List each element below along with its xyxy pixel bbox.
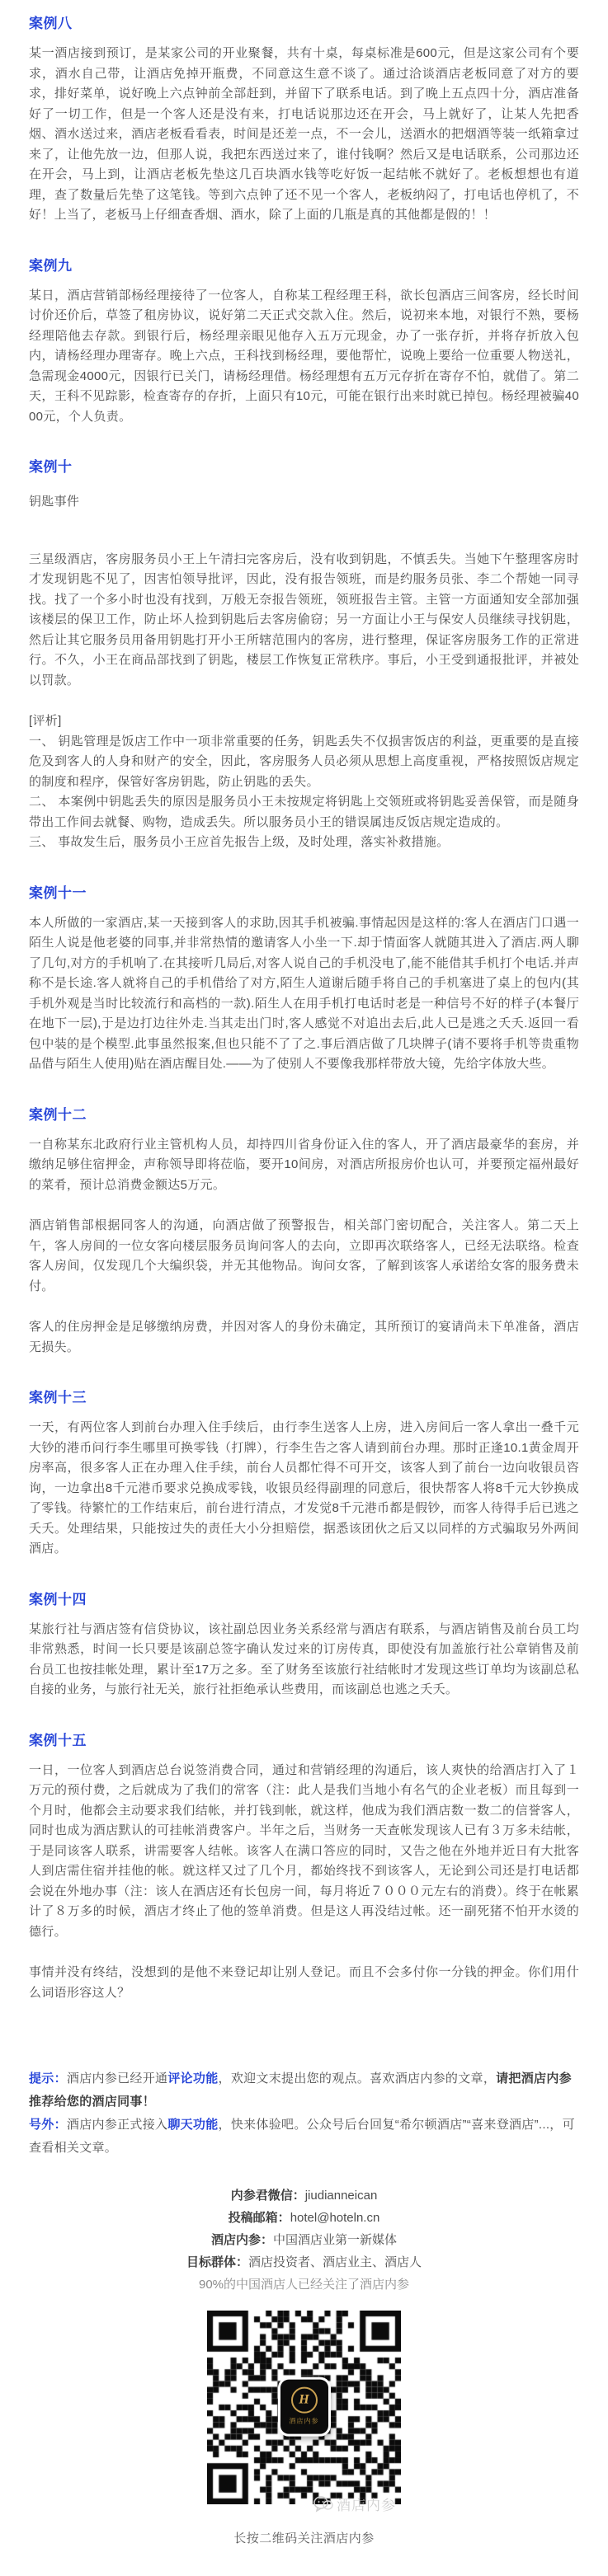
footer-tagline: 90%的中国酒店人已经关注了酒店内参 bbox=[198, 2278, 410, 2292]
case-8-heading: 案例八 bbox=[29, 16, 73, 31]
footer-line-brand bbox=[29, 2229, 579, 2251]
wechat-watermark-icon bbox=[313, 2496, 333, 2513]
tip-comment-line bbox=[29, 2067, 579, 2114]
extra-label: 号外： bbox=[29, 2118, 67, 2132]
footer-label: 内参君微信： bbox=[230, 2189, 305, 2203]
analysis-item-1: 一、 钥匙管理是饭店工作中一项非常重要的任务，钥匙丢失不仅损害饭店的利益，更重要的是直接危及到客人的人身和财产的安全，因此，客房服务人员必须从思想上高度重视，严格按照饭店规定的制度和程序，保管好客房钥匙，防止钥匙的丢失。 bbox=[29, 734, 579, 789]
tip-pre-text: 酒店内参已经开通 bbox=[66, 2072, 168, 2086]
qr-center-logo bbox=[280, 2379, 328, 2433]
notice-block bbox=[29, 2067, 579, 2160]
analysis-title: [评析] bbox=[29, 714, 62, 728]
case-9-heading: 案例九 bbox=[29, 257, 73, 274]
case-10-analysis bbox=[29, 711, 579, 853]
watermark bbox=[313, 2494, 396, 2514]
case-13-body: 一天，有两位客人到前台办理入住手续后，由行李生送客人上房，进入房间后一客人拿出一叠千元大钞的港币问行李生哪里可换零钱（打牌），行李生告之客人请到前台办理。那时正逢10.1黄金周开房率高，很多客人正在办理入住手续，前台人员都忙得不可开交，该客人到了前台一边向收银员咨询，一边拿出8千元港币要求兑换成零钱，收银员经得副理的同意后，很快帮客人将8千元大钞换成了零钱。待繁忙的工作结束后，前台进行清点，才发觉8千元港币都是假钞，而客人待得手后已逃之夭夭。处理结果，只能按过失的责任大小分担赔偿，据悉该团伙之后又以同样的方式骗取另外两间酒店。 bbox=[29, 1420, 579, 1555]
case-12-body-1: 一自称某东北政府行业主管机构人员，却持四川省身份证入住的客人，开了酒店最豪华的套房，并缴纳足够住宿押金，声称领导即将莅临，要开10间房，对酒店所报房价也认可，并要预定福州最好的菜肴，预计总消费金额达5万元。 bbox=[29, 1137, 579, 1192]
brand-monogram: H bbox=[299, 2392, 309, 2407]
comment-feature-link[interactable]: 评论功能 bbox=[167, 2072, 219, 2086]
footer-label: 目标群体： bbox=[186, 2255, 248, 2269]
case-12-body-2: 酒店销售部根据同客人的沟通，向酒店做了预警报告，相关部门密切配合，关注客人。第二天上午，客人房间的一位女客向楼层服务员询问客人的去向，立即再次联络客人，已经无法联络。检查客人房间，仅发现几个大编织袋，并无其他物品。询问女客，了解到该客人承诺给女客的服务费未付。 bbox=[29, 1218, 579, 1293]
tip-mid-text: ，欢迎文末提出您的观点。喜欢酒店内参的文章， bbox=[218, 2072, 497, 2086]
extra-chat-line bbox=[29, 2114, 579, 2160]
tip-bold-text: 请把酒店内参推荐给您的酒店同事！ bbox=[29, 2072, 572, 2109]
qr-code bbox=[207, 2311, 401, 2513]
footer-info bbox=[29, 2184, 579, 2296]
footer-value: 酒店投资者、酒店业主、酒店人 bbox=[248, 2255, 422, 2269]
case-15-heading: 案例十五 bbox=[29, 1732, 87, 1748]
extra-pre-text: 酒店内参正式接入 bbox=[66, 2118, 168, 2132]
case-8-body: 某一酒店接到预订，是某家公司的开业聚餐，共有十桌，每桌标准是600元，但是这家公司有个要求，酒水自己带，让酒店免掉开瓶费，不同意这生意不谈了。通过洽谈酒店老板同意了对方的要求，排好菜单，说好晚上六点钟前全部赶到，并留下了联系电话。到了晚上五点四十分，酒店准备好了一切工作，但是一个客人还是没有来，打电话说那边还在开会，马上就好了，让某人先把香烟、酒水送过来，酒店老板看看表，时间是还差一点，不一会儿，送酒水的把烟酒等装一纸箱拿过来了，让他先放一边，但那人说，我把东西送过来了，谁付钱啊？然后又是电话联系，公司那边还在开会，马上到，让酒店老板先垫这几百块酒水钱等吃好饭一起结帐不就好了。老板想想也有道理，查了数量后先垫了这笔钱。等到六点钟了还不见一个客人，老板纳闷了，打电话也停机了，不好！上当了，老板马上仔细查香烟、酒水，除了上面的几瓶是真的其他都是假的！！ bbox=[29, 46, 579, 222]
case-13-heading: 案例十三 bbox=[29, 1390, 87, 1405]
tip-label: 提示： bbox=[29, 2072, 67, 2086]
case-12-heading: 案例十二 bbox=[29, 1106, 87, 1123]
analysis-item-2: 二、 本案例中钥匙丢失的原因是服务员小王未按规定将钥匙上交领班或将钥匙妥善保管，而是随身带出工作间去就餐、购物，造成丢失。所以服务员小王的错误属违反饭店规定造成的。 bbox=[29, 795, 579, 829]
footer-value: jiudianneican bbox=[304, 2189, 378, 2203]
footer-line-audience bbox=[29, 2251, 579, 2273]
case-15-body: 一日，一位客人到酒店总台说签消费合同，通过和营销经理的沟通后，该人爽快的给酒店打入了１万元的预付费，之后就成为了我们的常客（注：此人是我们当地小有名气的企业老板）而且每到一个月时，他都会主动要求我们结帐，并打钱到帐，就这样，他成为我们酒店数一数二的信誉客人，同时也成为酒店默认的可挂帐消费客户。半年之后，当财务一天查帐发现该人已有３万多未结帐，于是同该客人联系，讲需要客人结帐。该客人在满口答应的同时，又告之他在外地并近日有大批客人到店需住宿并挂他的帐。就这样又过了几个月，都始终找不到该客人，无论到公司还是打电话都会说在外地办事（注：该人在酒店还有长包房一间，每月将近７０００元左右的消费）。终于在帐累计了８万多的时候，酒店才终止了他的签单消费。但是这人再没结过帐。还一副死猪不怕开水烫的德行。 bbox=[29, 1762, 579, 1939]
footer-line-wechat bbox=[29, 2184, 579, 2207]
footer-label: 酒店内参： bbox=[210, 2233, 273, 2247]
qr-logo-text: 酒店内参 bbox=[289, 2417, 319, 2425]
case-11-body: 本人所做的一家酒店,某一天接到客人的求助,因其手机被骗.事情起因是这样的:客人在酒店门口遇一陌生人说是他老婆的同事,并非常热情的邀请客人小坐一下.却于情面客人就随其进入了酒店.两人聊了几句,对方的手机响了.在其接听几局后,对客人说自己的手机没电了,能不能借其手机打个电话.并声称不是长途.客人就将自己的手机借给了对方,陌生人道谢后随手将自己的手机塞进了桌上的包内(其手机外观是当时比较流行和高档的一款).陌生人在用手机打电话时老是一种信号不好的样子(本餐厅在地下一层),于是边打边往外走.当其走出门时,客人感觉不对追出去后,此人已是逃之夭夭.返回一看包中装的是个模型.此事虽然报案,但也只能不了了之.事后酒店做了几块牌子(请不要将手机等贵重物品借与陌生人使用)贴在酒店醒目处.——为了使别人不要像我那样带放大镜，先给字体放大些。 bbox=[29, 915, 579, 1071]
case-12-body-3: 客人的住房押金是足够缴纳房费，并因对客人的身份未确定，其所预订的宴请尚未下单准备，酒店无损失。 bbox=[29, 1320, 579, 1354]
footer-label: 投稿邮箱： bbox=[228, 2211, 290, 2225]
watermark-text: 酒店内参 bbox=[337, 2498, 396, 2513]
case-15-closing: 事情并没有终结，没想到的是他不来登记却让别人登记。而且不会多付你一分钱的押金。你们用什么词语形容这人？ bbox=[29, 1965, 579, 2000]
case-10-subtitle: 钥匙事件 bbox=[29, 495, 80, 509]
brand-monogram-icon bbox=[291, 2387, 318, 2414]
case-9-body: 某日，酒店营销部杨经理接待了一位客人，自称某工程经理王科，欲长包酒店三间客房，经长时间讨价还价后，草签了租房协议，说好第二天正式交款入住。然后，说初来本地，对银行不熟，要杨经理陪他去存款。到银行后，杨经理亲眼见他存入五万元现金，办了一张存折，并将存折放入包内，请杨经理办理寄存。晚上六点，王科找到杨经理，要他帮忙，说晚上要给一位重要人物送礼，急需现金4000元，因银行已关门，请杨经理借。杨经理想有五万元存折在寄存不怕，就借了。第二天，王科不见踪影，检查寄存的存折，上面只有10元，可能在银行出来时就已掉包。杨经理被骗4000元，个人负责。 bbox=[29, 288, 579, 424]
analysis-item-3: 三、 事故发生后，服务员小王应首先报告上级，及时处理，落实补救措施。 bbox=[29, 835, 450, 849]
case-14-body: 某旅行社与酒店签有信贷协议，该社副总因业务关系经常与酒店有联系，与酒店销售及前台员工均非常熟悉，时间一长只要是该副总签字确认发过来的订房传真，即使没有加盖旅行社公章销售及前台员工也按挂帐处理，累计至17万之多。至了财务至该旅行社结帐时才发现这些订单均为该副总私自接的业务，与旅行社无关，旅行社拒绝承认些费用，而该副总也逃之夭夭。 bbox=[29, 1621, 579, 1696]
case-11-heading: 案例十一 bbox=[29, 884, 87, 901]
footer-value: hotel@hoteln.cn bbox=[290, 2211, 380, 2225]
chat-feature-link[interactable]: 聊天功能 bbox=[167, 2118, 219, 2132]
footer-line-email bbox=[29, 2207, 579, 2229]
qr-caption: 长按二维码关注酒店内参 bbox=[233, 2531, 375, 2546]
extra-post-text: ，快来体验吧。公众号后台回复“希尔顿酒店”“喜来登酒店”...，可查看相关文章。 bbox=[29, 2118, 575, 2155]
case-10-heading: 案例十 bbox=[29, 459, 73, 475]
footer-value: 中国酒店业第一新媒体 bbox=[273, 2233, 398, 2247]
case-14-heading: 案例十四 bbox=[29, 1591, 87, 1607]
case-10-body: 三星级酒店，客房服务员小王上午清扫完客房后，没有收到钥匙，不慎丢失。当她下午整理客房时才发现钥匙不见了，因害怕领导批评，因此，没有报告领班，而是约服务员张、李二个帮她一同寻找。找了一个多小时也没有找到，万般无奈报告领班，领班报告主管。主管一方面通知安全部加强该楼层的保卫工作，防止坏人捡到钥匙后去客房偷窃；另一方面让小王与保安人员继续寻找钥匙，然后让其它服务员用备用钥匙打开小王所辖范围内的客房，进行整理，保证客房服务工作的正常进行。不久，小王在商品部找到了钥匙，楼层工作恢复正常秩序。事后，小王受到通报批评，并被处以罚款。 bbox=[29, 551, 579, 687]
